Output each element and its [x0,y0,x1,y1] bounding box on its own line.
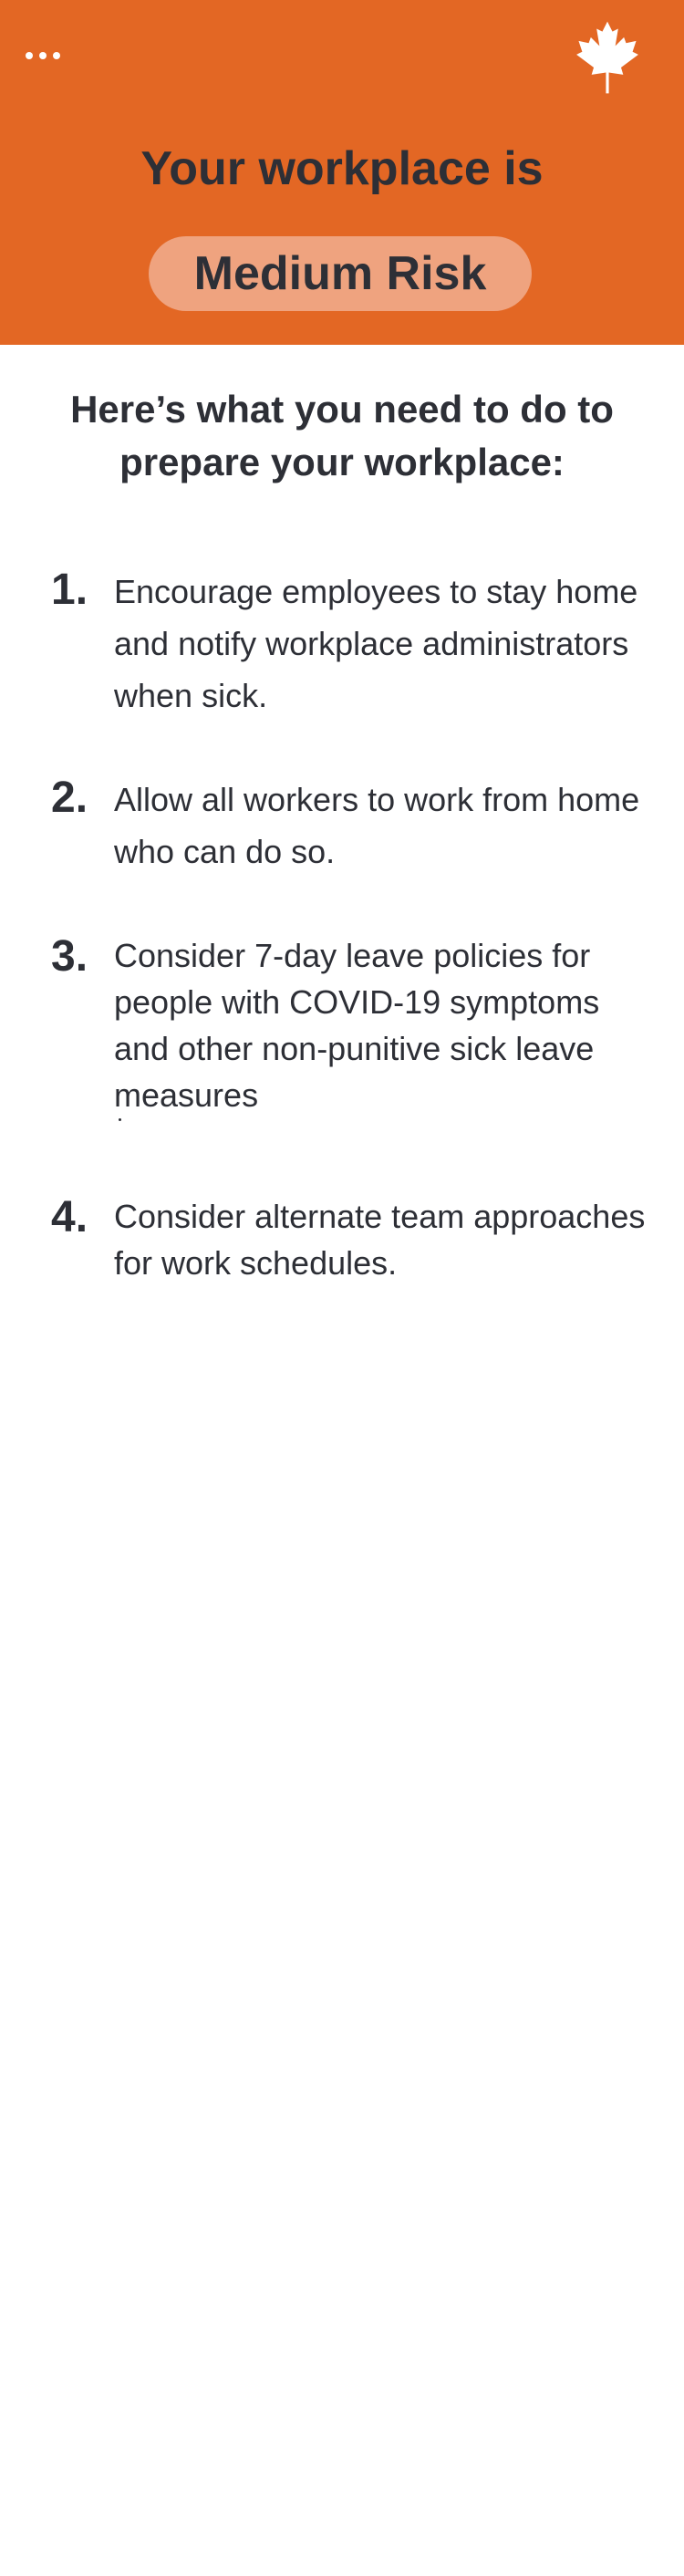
header-banner [0,0,684,345]
step-text: Encourage employees to stay home and notify workplace administrators when sick. [114,573,638,714]
risk-level-badge: Medium Risk [149,236,532,311]
step-text: Allow all workers to work from home who can do so. [114,781,640,870]
section-heading: Here’s what you need to do to prepare your workplace: [70,388,614,483]
step-number: 3. [51,932,88,981]
step-number: 2. [51,774,88,822]
more-menu-button[interactable] [26,40,84,71]
decorative-dot [119,1118,121,1121]
more-horizontal-icon [26,52,33,59]
step-number: 1. [51,566,88,614]
maple-leaf-icon [571,20,644,95]
more-horizontal-icon-dot [39,52,47,59]
page-title: Your workplace is [140,142,544,195]
step-text: Consider 7-day leave policies for people with COVID-19 symptoms and other non-punitive sick leave measures [114,937,600,1114]
more-horizontal-icon-dot [53,52,60,59]
step-text: Consider alternate team approaches for work schedules. [114,1198,646,1282]
step-number: 4. [51,1193,88,1241]
